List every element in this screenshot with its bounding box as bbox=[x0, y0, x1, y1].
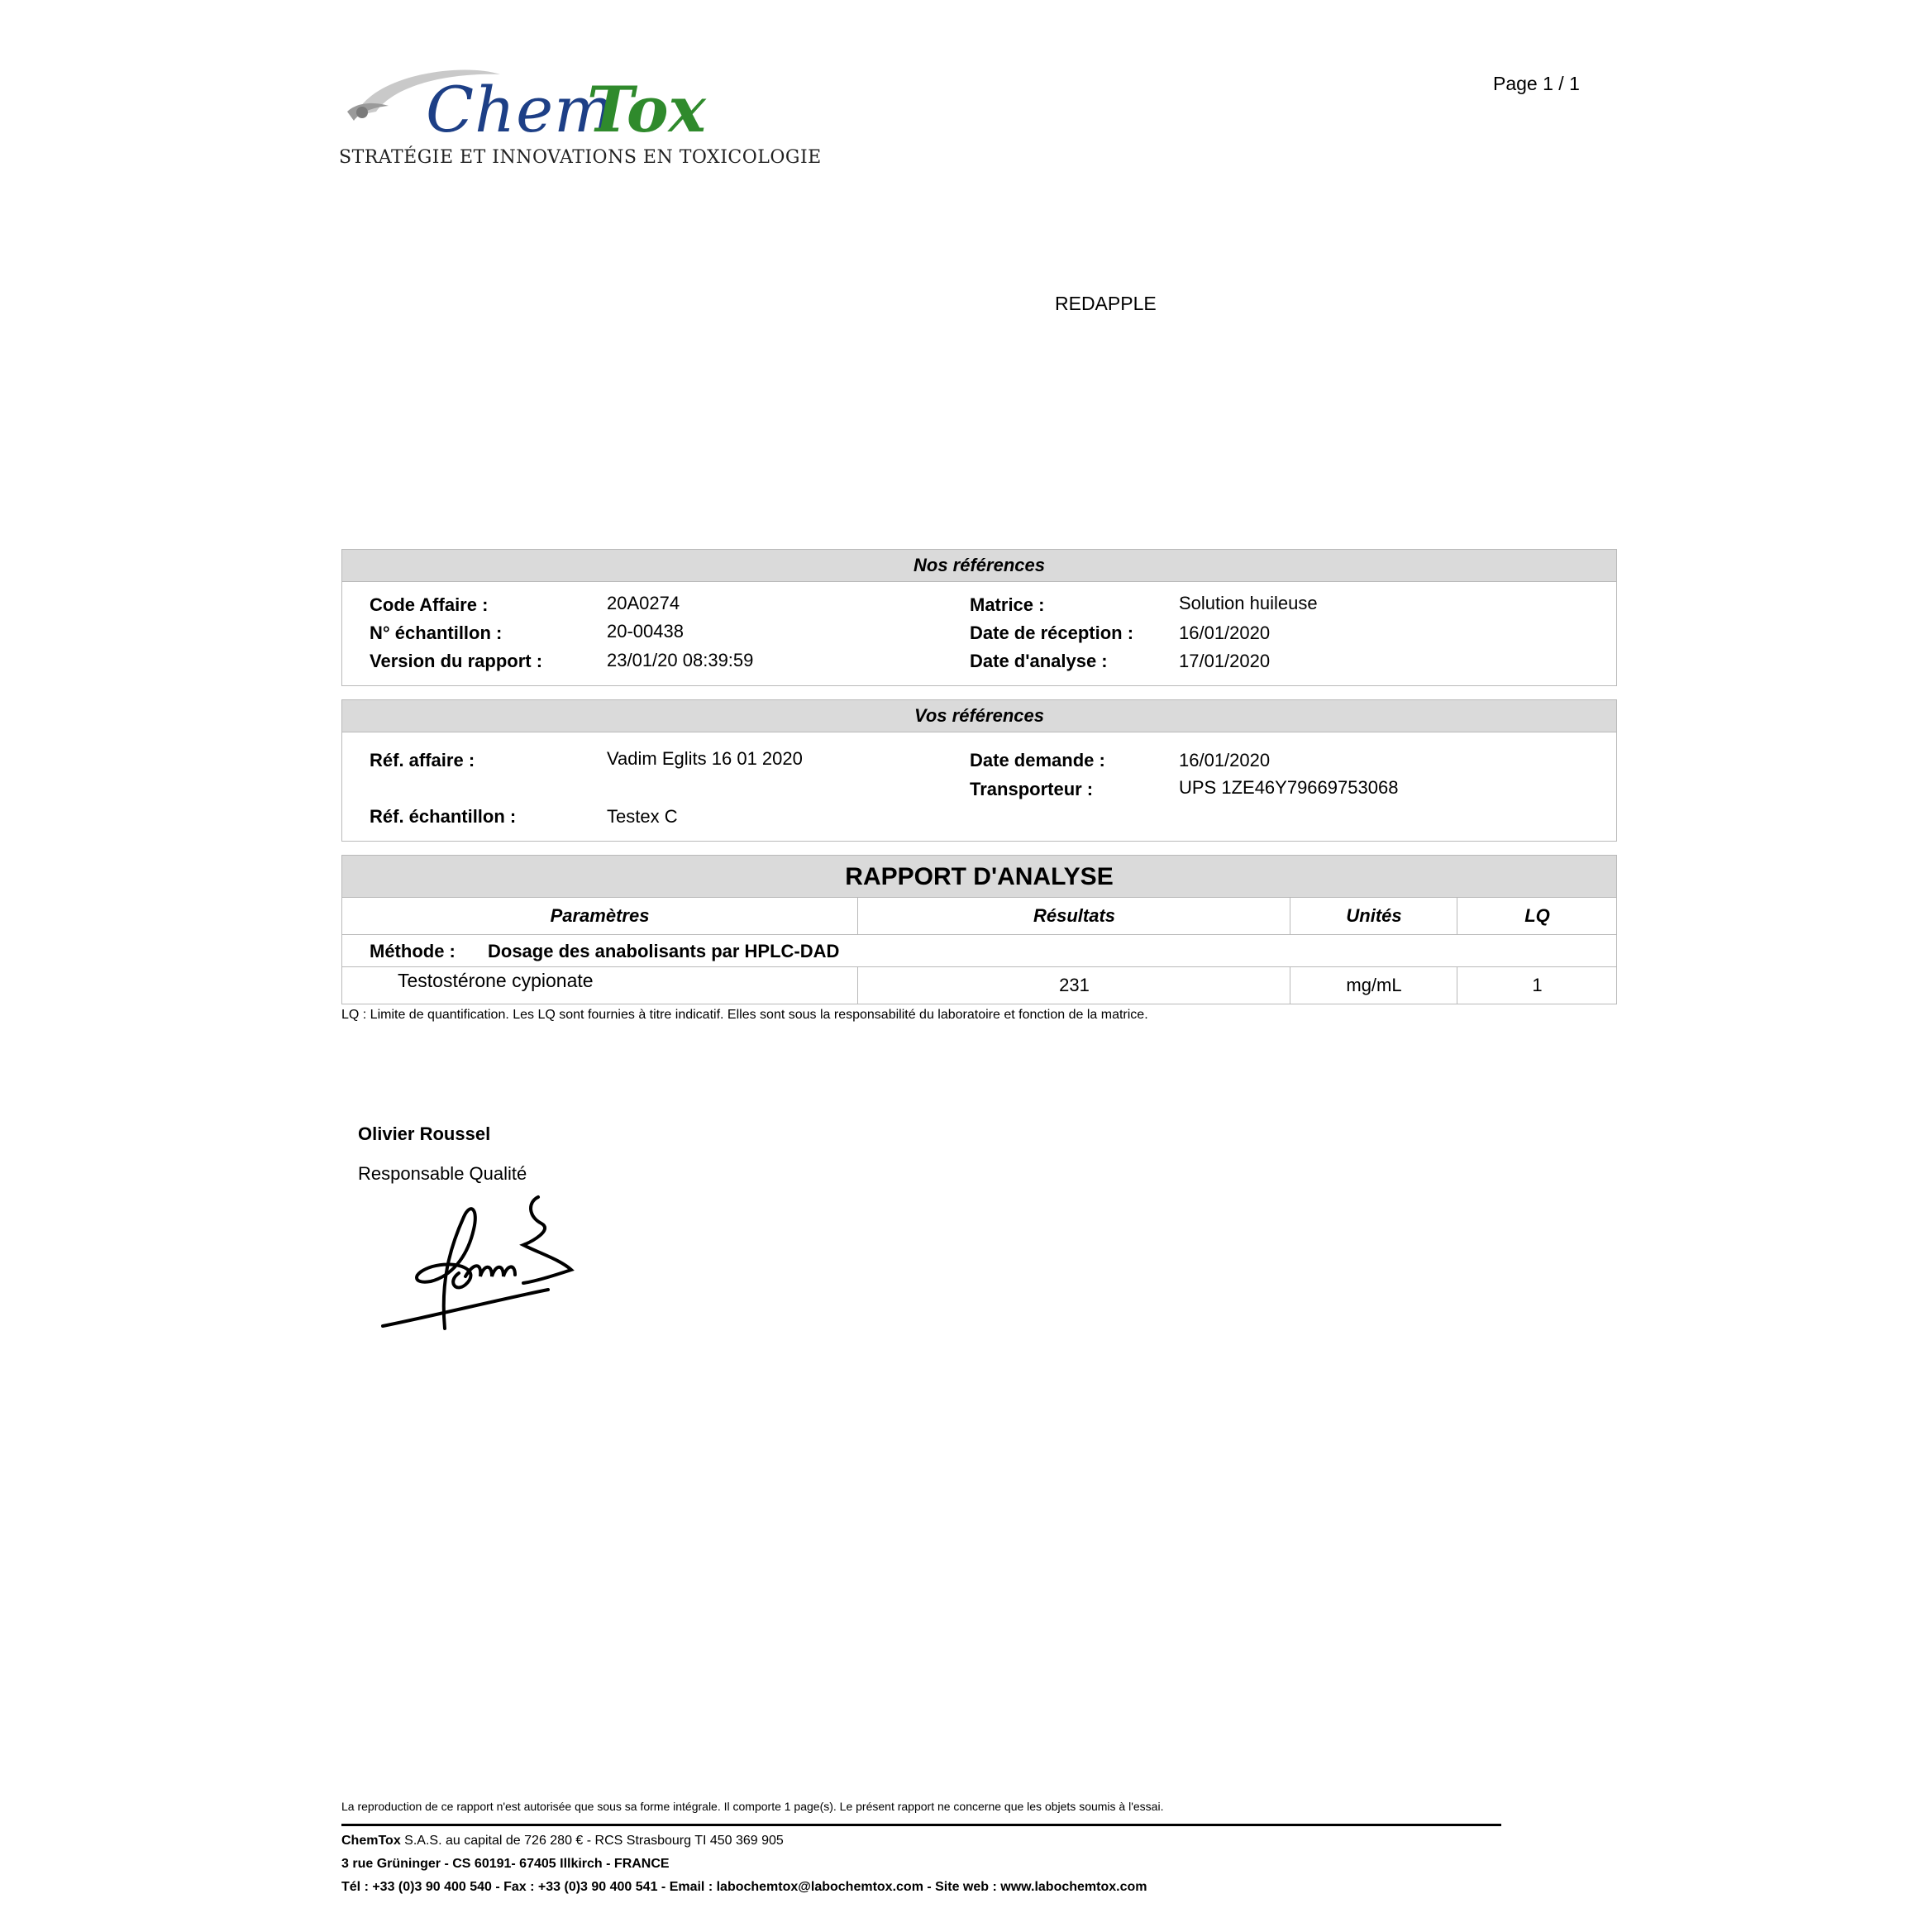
company-address: 3 rue Grüninger - CS 60191- 67405 Illkirch - FRANCE bbox=[341, 1857, 670, 1871]
logo-tagline: STRATÉGIE ET INNOVATIONS EN TOXICOLOGIE bbox=[339, 147, 822, 168]
lq-note: LQ : Limite de quantification. Les LQ sont fournies à titre indicatif. Elles sont sous la responsabilité du laboratoire et fonction de la matrice. bbox=[341, 1008, 1148, 1022]
column-header-resultats: Résultats bbox=[857, 898, 1290, 934]
matrice-value: Solution huileuse bbox=[1179, 593, 1318, 613]
vos-references-title: Vos références bbox=[342, 700, 1616, 732]
report-title: RAPPORT D'ANALYSE bbox=[342, 856, 1616, 898]
vos-references-box bbox=[341, 699, 1617, 842]
parametre-value: Testostérone cypionate bbox=[398, 970, 594, 991]
reception-value: 16/01/2020 bbox=[1179, 623, 1271, 643]
column-header-parametres: Paramètres bbox=[550, 905, 650, 926]
chemtox-logo bbox=[339, 66, 822, 174]
version-value: 23/01/20 08:39:59 bbox=[607, 650, 754, 670]
analysis-report-table bbox=[341, 855, 1617, 1004]
reception-label: Date de réception : bbox=[970, 623, 1134, 643]
echantillon-value: 20-00438 bbox=[607, 621, 684, 642]
ref-affaire-label: Réf. affaire : bbox=[370, 750, 475, 770]
table-header-row bbox=[342, 898, 1616, 935]
company-contact: Tél : +33 (0)3 90 400 540 - Fax : +33 (0)3 90 400 541 - Email : labochemtox@labochemtox.com - Site web : www.labochemtox.com bbox=[341, 1880, 1147, 1894]
code-affaire-value: 20A0274 bbox=[607, 593, 680, 613]
matrice-label: Matrice : bbox=[970, 594, 1045, 615]
resultat-cell: 231 bbox=[857, 967, 1290, 1004]
method-row bbox=[342, 935, 1616, 967]
column-header-lq: LQ bbox=[1457, 898, 1617, 934]
nos-references-title: Nos références bbox=[342, 550, 1616, 582]
ref-echantillon-value: Testex C bbox=[607, 806, 678, 827]
ref-affaire-value: Vadim Eglits 16 01 2020 bbox=[607, 748, 803, 769]
unite-cell: mg/mL bbox=[1290, 967, 1457, 1004]
company-name: ChemTox bbox=[341, 1834, 401, 1848]
handwritten-signature bbox=[358, 1184, 639, 1341]
reproduction-notice: La reproduction de ce rapport n'est autorisée que sous sa forme intégrale. Il comporte 1 page(s). Le présent rapport ne concerne que les objets soumis à l'essai. bbox=[341, 1800, 1164, 1813]
ref-echantillon-label: Réf. échantillon : bbox=[370, 806, 517, 827]
page-number: Page 1 / 1 bbox=[1493, 73, 1580, 94]
recipient: REDAPPLE bbox=[1055, 293, 1157, 314]
version-label: Version du rapport : bbox=[370, 651, 543, 671]
lq-cell: 1 bbox=[1457, 967, 1617, 1004]
parametre-cell bbox=[342, 967, 857, 1004]
transporteur-value: UPS 1ZE46Y79669753068 bbox=[1179, 777, 1399, 798]
column-header-unites: Unités bbox=[1290, 898, 1457, 934]
company-info bbox=[341, 1834, 784, 1849]
company-registration: S.A.S. au capital de 726 280 € - RCS Strasbourg TI 450 369 905 bbox=[400, 1834, 784, 1848]
logo-chem-text: Chem bbox=[426, 73, 615, 146]
nos-references-box bbox=[341, 549, 1617, 686]
transporteur-label: Transporteur : bbox=[970, 779, 1094, 799]
footer-divider bbox=[341, 1824, 1501, 1826]
date-demande-value: 16/01/2020 bbox=[1179, 750, 1271, 770]
analyse-value: 17/01/2020 bbox=[1179, 651, 1271, 671]
code-affaire-label: Code Affaire : bbox=[370, 594, 489, 615]
method-value: Dosage des anabolisants par HPLC-DAD bbox=[488, 941, 840, 961]
date-demande-label: Date demande : bbox=[970, 750, 1105, 770]
signatory-name: Olivier Roussel bbox=[358, 1123, 491, 1144]
echantillon-label: N° échantillon : bbox=[370, 623, 503, 643]
analyse-label: Date d'analyse : bbox=[970, 651, 1108, 671]
table-row bbox=[342, 967, 1616, 1004]
signatory-role: Responsable Qualité bbox=[358, 1163, 527, 1184]
method-label: Méthode : bbox=[370, 941, 456, 961]
logo-tox-text: Tox bbox=[587, 73, 706, 146]
